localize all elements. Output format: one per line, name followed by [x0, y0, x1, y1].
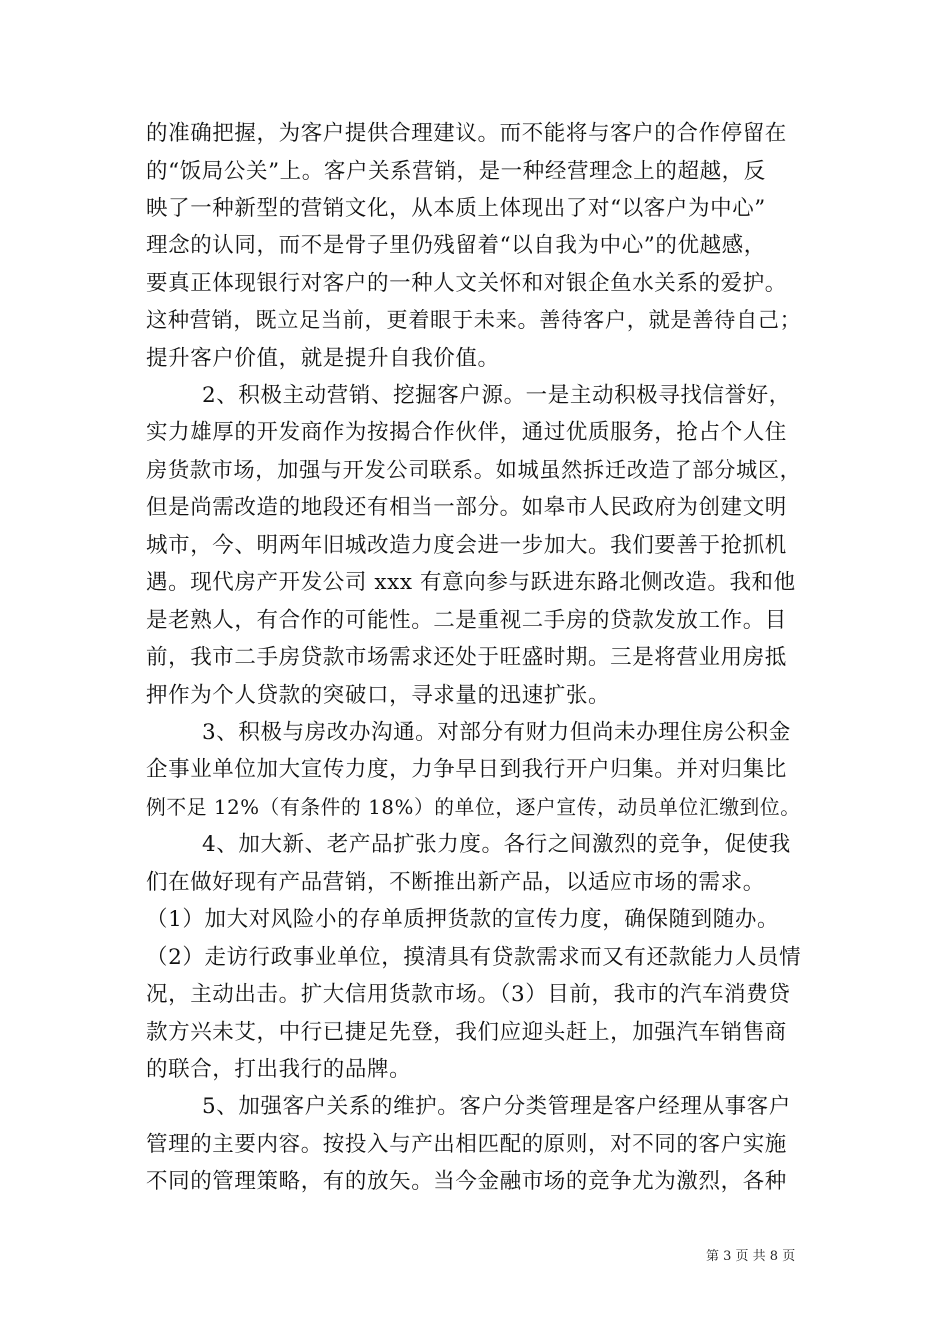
- text-line: 是老熟人，有合作的可能性。二是重视二手房的贷款发放工作。目: [146, 608, 787, 633]
- text-line: 企事业单位加大宣传力度，力争早日到我行开户归集。并对归集比: [146, 757, 787, 782]
- text-line: 房货款市场，加强与开发公司联系。如城虽然拆迁改造了部分城区，: [146, 458, 802, 483]
- text-line: 不同的管理策略，有的放矢。当今金融市场的竞争尤为激烈，各种: [146, 1169, 787, 1194]
- text-line: （1）加大对风险小的存单质押货款的宣传力度，确保随到随办。: [146, 907, 780, 932]
- text-line: 遇。现代房产开发公司 xxx 有意向参与跃进东路北侧改造。我和他: [146, 570, 796, 595]
- text-line: 前，我市二手房贷款市场需求还处于旺盛时期。三是将营业用房抵: [146, 645, 787, 670]
- page-number: 第 3 页 共 8 页: [706, 1249, 796, 1264]
- text-line: 们在做好现有产品营销，不断推出新产品，以适应市场的需求。: [146, 870, 765, 895]
- text-line: 映了一种新型的营销文化，从本质上体现出了对“以客户为中心”: [146, 196, 766, 221]
- text-line: 实力雄厚的开发商作为按揭合作伙伴，通过优质服务，抢占个人住: [146, 420, 787, 445]
- text-line: 要真正体现银行对客户的一种人文关怀和对银企鱼水关系的爱护。: [146, 271, 787, 296]
- text-line: 的准确把握，为客户提供合理建议。而不能将与客户的合作停留在: [146, 121, 787, 146]
- text-line: 提升客户价值，就是提升自我价值。: [146, 346, 500, 371]
- paragraph-4-start: 4、加大新、老产品扩张力度。各行之间激烈的竞争，促使我: [202, 832, 791, 857]
- text-line: 城市，今、明两年旧城改造力度会进一步加大。我们要善于抢抓机: [146, 533, 787, 558]
- text-line: 的“饭局公关”上。客户关系营销，是一种经营理念上的超越，反: [146, 159, 766, 184]
- text-line: 这种营销，既立足当前，更着眼于未来。善待客户，就是善待自己；: [146, 308, 802, 333]
- text-line: 款方兴未艾，中行已捷足先登，我们应迎头赶上，加强汽车销售商: [146, 1020, 787, 1045]
- text-line: 例不足 12%（有条件的 18%）的单位，逐户宣传，动员单位汇缴到位。: [146, 796, 801, 819]
- text-line: 管理的主要内容。按投入与产出相匹配的原则，对不同的客户实施: [146, 1132, 787, 1157]
- text-line: 的联合，打出我行的品牌。: [146, 1057, 412, 1082]
- text-line: 押作为个人贷款的突破口，寻求量的迅速扩张。: [146, 683, 611, 708]
- paragraph-5-start: 5、加强客户关系的维护。客户分类管理是客户经理从事客户: [202, 1094, 791, 1119]
- paragraph-3-start: 3、积极与房改办沟通。对部分有财力但尚未办理住房公积金: [202, 720, 791, 745]
- text-line: （2）走访行政事业单位，摸清具有贷款需求而又有还款能力人员情: [146, 945, 802, 970]
- paragraph-2-start: 2、积极主动营销、挖掘客户源。一是主动积极寻找信誉好，: [202, 383, 791, 408]
- text-line: 理念的认同，而不是骨子里仍残留着“以自我为中心”的优越感，: [146, 233, 766, 258]
- text-line: 况，主动出击。扩大信用货款市场。（3）目前，我市的汽车消费贷: [146, 982, 791, 1007]
- text-line: 但是尚需改造的地段还有相当一部分。如皋市人民政府为创建文明: [146, 495, 787, 520]
